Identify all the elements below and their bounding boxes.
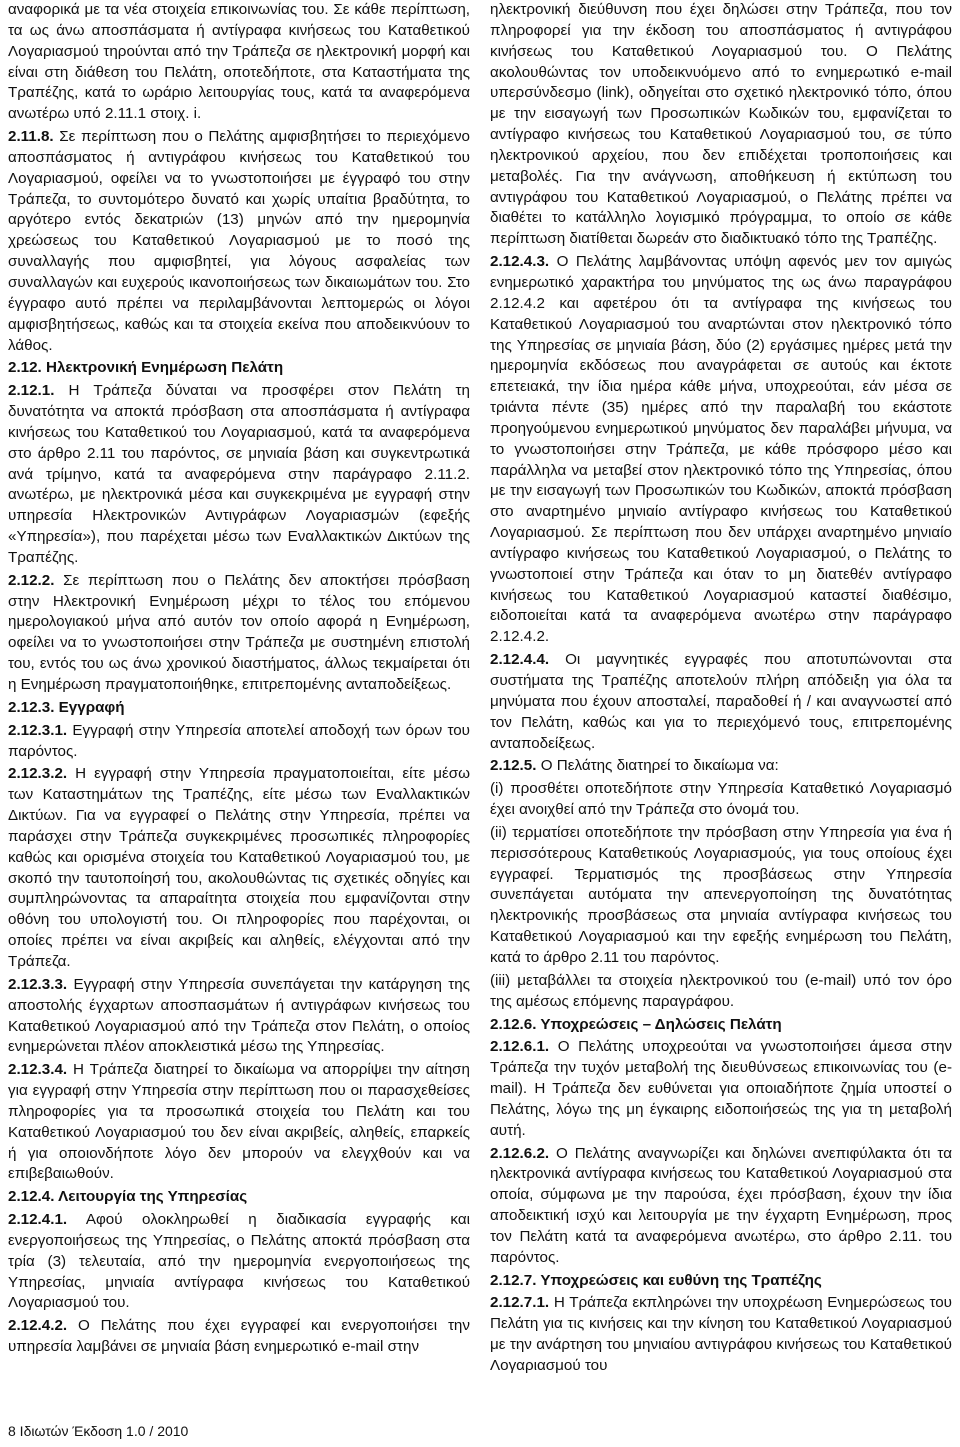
- clause-number: 2.12.4.2.: [8, 1317, 68, 1335]
- clause-text: Οι μαγνητικές εγγραφές που αποτυπώνονται στα συστήματα της Τραπέζης αποτελούν πλήρη απόδειξη για όλα τα μηνύματα που έχουν αποσταλεί, παραδοθεί ή / και αναγνωστεί από τον Πελάτη, καθώς και για το περιεχόμενό τους, επιτρεπομένης ανταποδείξεως.: [490, 651, 952, 752]
- paragraph: [8, 381, 470, 569]
- paragraph: [8, 0, 470, 125]
- clause-number: 2.12.3. Εγγραφή: [8, 698, 125, 716]
- clause-text: Ο Πελάτης διατηρεί το δικαίωμα να:: [540, 757, 779, 775]
- paragraph: [8, 1060, 470, 1185]
- clause-text: αναφορικά με τα νέα στοιχεία επικοινωνίας του. Σε κάθε περίπτωση, τα ως άνω αποσπάσματα ή αντίγραφα κινήσεως του Καταθετικού Λογαριασμού τηρούνται από την Τράπεζα σε ηλεκτρονική μορφή και είναι στη διάθεση του Πελάτη, οποτεδήποτε, στα Καταστήματα της Τραπέζης, κατά το ωράριο λειτουργίας τους, κατά τα αναφερόμενα ανωτέρω υπό 2.11.1 στοιχ. i.: [8, 1, 470, 123]
- clause-text: Σε περίπτωση που ο Πελάτης δεν αποκτήσει πρόσβαση στην Ηλεκτρονική Ενημέρωση μέχρι το τέλος του επόμενου ημερολογιακού μήνα από αυτόν τον οποίο αφορά η Ενημέρωση, οφείλει να το γνωστοποιήσει στην Τράπεζα με συστημένη επιστολή του, εντός του ως άνω χρονικού διαστήματος, άλλως τεκμαίρεται ότι η Ενημέρωση πραγματοποιήθηκε, επιτρεπομένης ανταποδείξεως.: [8, 571, 470, 693]
- clause-text: Ο Πελάτης που έχει εγγραφεί και ενεργοποιήσει την υπηρεσία λαμβάνει σε μηνιαία βάση ενημερωτικό e-mail στην: [8, 1317, 470, 1356]
- clause-number: 2.12.6.2.: [490, 1144, 550, 1162]
- clause-number: 2.12.4. Λειτουργία της Υπηρεσίας: [8, 1188, 248, 1206]
- paragraph: [8, 721, 470, 763]
- clause-number: 2.12.3.4.: [8, 1061, 68, 1079]
- clause-text: (iii) μεταβάλλει τα στοιχεία ηλεκτρονικού του (e-mail) υπό τον όρο της αμέσως επόμενης παραγράφου.: [490, 971, 952, 1010]
- paragraph: [8, 764, 470, 972]
- paragraph: [8, 975, 470, 1058]
- paragraph: [8, 1210, 470, 1314]
- clause-number: 2.12.1.: [8, 382, 55, 400]
- paragraph: [8, 571, 470, 696]
- clause-text: ηλεκτρονική διεύθυνση που έχει δηλώσει στην Τράπεζα, που τον πληροφορεί για την έκδοση του αποσπάσματος ή αντιγράφου κινήσεως του Καταθετικού Λογαριασμού του. Ο Πελάτης ακολουθώντας τον υποδεικνυόμενο από το ενημερωτικό e-mail υπερσύνδεσμο (link), οδηγείται στο σχετικό ηλεκτρονικό τόπο, όπου με την εισαγωγή των Προσωπικών Κωδικών του, εμφανίζεται το αντίγραφο κινήσεως του Καταθετικού Λογαριασμού του, σε τύπο ηλεκτρονικού αρχείου, που δεν επιδέχεται τροποποιήσεις και μεταβολές. Για την ανάγνωση, αποθήκευση ή εκτύπωση του αντιγράφου του Καταθετικού Λογαριασμού, ο Πελάτης πρέπει να διαθέτει το κατάλληλο λογισμικό πρόγραμμα, το οποίο σε κάθε περίπτωση διατίθεται δωρεάν στο διαδικτυακό τόπο της Τραπέζης.: [490, 1, 952, 248]
- page-footer: 8 Ιδιωτών Έκδοση 1.0 / 2010: [8, 1423, 189, 1439]
- clause-number: 2.11.8.: [8, 128, 54, 146]
- clause-number: 2.12.4.1.: [8, 1211, 68, 1229]
- section-heading: [8, 1187, 470, 1208]
- paragraph: [8, 1316, 470, 1358]
- clause-text: (i) προσθέτει οποτεδήποτε στην Υπηρεσία Καταθετικό Λογαριασμό έχει ανοιχθεί από την Τράπεζα στο όνομά του.: [490, 780, 952, 819]
- clause-number: 2.12.6.1.: [490, 1038, 550, 1056]
- clause-number: 2.12.2.: [8, 571, 55, 589]
- section-heading: [8, 358, 470, 379]
- section-heading: [490, 1015, 952, 1036]
- clause-text: Ο Πελάτης λαμβάνοντας υπόψη αφενός μεν τον αμιγώς ενημερωτικό χαρακτήρα του μηνύματος της ως άνω παραγράφου 2.12.4.2 και αφετέρου ότι τα αντίγραφα της κινήσεως του Καταθετικού Λογαριασμού του αναρτώνται στον ηλεκτρονικό τόπο της Υπηρεσίας σε μηνιαία βάση, δύο (2) εργάσιμες ημέρες μετά την ημερομηνία εκδόσεως που αναγράφεται σε αυτούς και έκτοτε επετειακά, την ίδια ημέρα κάθε μήνα, υποχρεούται, εάν μέσα σε τριάντα πέντε (35) ημέρες από την παραλαβή του εκάστοτε προηγούμενου ενημερωτικού μηνύματος δεν παραλάβει μήνυμα, να το γνωστοποιήσει στην Τράπεζα, με κάθε πρόσφορο μέσο και παράλληλα να μεταβεί στον ηλεκτρονικό τόπο της Υπηρεσίας, όπου με την εισαγωγή των Προσωπικών του Κωδικών, αποκτά πρόσβαση στο αναρτημένο μηνιαίο αντίγραφο κινήσεως του Καταθετικού Λογαριασμού. Σε περίπτωση που δεν υπάρχει αναρτημένο μηνιαίο αντίγραφο κινήσεως του Καταθετικού Λογαριασμού, ο Πελάτης το γνωστοποιεί στην Τράπεζα και όταν το μη διατεθέν αντίγραφο κινήσεως του Καταθετικού Λογαριασμού καταστεί διαθέσιμο, ειδοποιείται κατά τα αναφερόμενα ανωτέρω στην παράγραφο 2.12.4.2.: [490, 253, 952, 646]
- paragraph: [8, 127, 470, 356]
- clause-text: Ο Πελάτης υποχρεούται να γνωστοποιήσει άμεσα στην Τράπεζα την τυχόν μεταβολή της διευθύνσεως επικοινωνίας του (e-mail). Η Τράπεζα δεν ευθύνεται για οποιαδήποτε ζημία υποστεί ο Πελάτης, λόγω της μη έγκαιρης ειδοποιήσεώς της για τη μεταβολή αυτή.: [490, 1038, 952, 1139]
- paragraph: [490, 650, 952, 754]
- clause-number: 2.12.3.1.: [8, 721, 68, 739]
- section-heading: [490, 1271, 952, 1292]
- clause-text: Ο Πελάτης αναγνωρίζει και δηλώνει ανεπιφύλακτα ότι τα ηλεκτρονικά αντίγραφα κινήσεως του Καταθετικού Λογαριασμού στα οποία, σύμφωνα με την παρούσα, έχει πρόσβαση, έχουν την ίδια αποδεικτική ισχύ και λειτουργία με την έγχαρτη Ενημέρωση, προς τον Πελάτη κατά τα αναφερόμενα ανωτέρω, στο άρθρο 2.11. του παρόντος.: [490, 1144, 952, 1266]
- clause-text: (ii) τερματίσει οποτεδήποτε την πρόσβαση στην Υπηρεσία για ένα ή περισσότερους Καταθετικούς Λογαριασμούς, για τους οποίους έχει εγγραφεί. Τερματισμός της προσβάσεως στην Υπηρεσία συνεπάγεται αυτόματα την απενεργοποίηση της δυνατότητας ηλεκτρονικής προσβάσεως στα μηνιαία αντίγραφα κινήσεως του Καταθετικού Λογαριασμού και την εφεξής ενημέρωση του Πελάτη, κατά το άρθρο 2.11 του παρόντος.: [490, 823, 952, 966]
- right-column: [490, 0, 952, 1379]
- clause-text: Η Τράπεζα διατηρεί το δικαίωμα να απορρίψει την αίτηση για εγγραφή στην Υπηρεσία στην περίπτωση που οι παρασχεθείσες πληροφορίες για τα προσωπικά στοιχεία του Πελάτη και του Καταθετικού Λογαριασμού του δεν είναι ακριβείς, αληθείς, επαρκείς ή για οποιονδήποτε λόγο δεν μπορούν να ελεγχθούν και να επιβεβαιωθούν.: [8, 1061, 470, 1183]
- clause-text: Η εγγραφή στην Υπηρεσία πραγματοποιείται, είτε μέσω των Καταστημάτων της Τραπέζης, είτε μέσω των Εναλλακτικών Δικτύων. Για να εγγραφεί ο Πελάτης στην Υπηρεσία, πρέπει να παράσχει στην Τράπεζα συγκεκριμένες προσωπικές πληροφορίες καθώς και ορισμένα στοιχεία του Καταθετικού Λογαριασμού του, με σκοπό την ταυτοποίησή του, ακολουθώντας τις σχετικές οδηγίες και συμπληρώνοντας τα απαραίτητα στοιχεία που εμφανίζονται στην οθόνη του υπολογιστή του. Οι πληροφορίες που παρέχονται, οι οποίες πρέπει να είναι ακριβείς και αληθείς, ελέγχονται από την Τράπεζα.: [8, 765, 470, 970]
- paragraph: [490, 756, 952, 777]
- clause-text: Αφού ολοκληρωθεί η διαδικασία εγγραφής και ενεργοποιήσεως της Υπηρεσίας, ο Πελάτης αποκτά πρόσβαση στα τρία (3) τελευταία, από την ημερομηνία ενεργοποιήσεως της Υπηρεσίας, μηνιαία αντίγραφα κινήσεως του Καταθετικού Λογαριασμού του.: [8, 1211, 470, 1312]
- clause-text: Εγγραφή στην Υπηρεσία αποτελεί αποδοχή των όρων του παρόντος.: [8, 721, 470, 760]
- section-heading: [8, 698, 470, 719]
- paragraph: [490, 1037, 952, 1141]
- paragraph: [490, 252, 952, 648]
- paragraph: [490, 971, 952, 1013]
- clause-number: 2.12.4.4.: [490, 651, 550, 669]
- clause-number: 2.12.5.: [490, 757, 537, 775]
- clause-text: Η Τράπεζα δύναται να προσφέρει στον Πελάτη τη δυνατότητα να αποκτά πρόσβαση στα αποσπάσματα ή αντίγραφα κινήσεως του Καταθετικού του Λογαριασμού, κατά τα αναφερόμενα στο άρθρο 2.11 του παρόντος, σε μηνιαία βάση και συγκεντρωτικά ανά τρίμηνο, κατά τα αναφερόμενα στην παράγραφο 2.11.2. ανωτέρω, με ηλεκτρονικά μέσα και συγκεκριμένα με εγγραφή στην υπηρεσία Ηλεκτρονικών Αντιγράφων Λογαριασμών (εφεξής «Υπηρεσία»), που παρέχεται μέσω των Εναλλακτικών Δικτύων της Τραπέζης.: [8, 382, 470, 566]
- paragraph: [490, 1144, 952, 1269]
- left-column: [8, 0, 470, 1360]
- clause-number: 2.12.7. Υποχρεώσεις και ευθύνη της Τραπέζης: [490, 1271, 822, 1289]
- paragraph: [490, 0, 952, 250]
- clause-number: 2.12.7.1.: [490, 1294, 550, 1312]
- clause-number: 2.12.3.2.: [8, 765, 68, 783]
- clause-text: Η Τράπεζα εκπληρώνει την υποχρέωση Ενημερώσεως του Πελάτη για τις κινήσεις και την κίνηση του Καταθετικού Λογαριασμού με την ανάρτηση του μηνιαίου αντιγράφου κινήσεως του Καταθετικού Λογαριασμού του: [490, 1294, 952, 1374]
- paragraph: [490, 779, 952, 821]
- clause-text: Σε περίπτωση που ο Πελάτης αμφισβητήσει το περιεχόμενο αποσπάσματος ή αντιγράφου κινήσεως του Καταθετικού του Λογαριασμού, οφείλει να το γνωστοποιήσει με έγγραφό του στην Τράπεζα, το συντομότερο δυνατό και χωρίς υπαίτια βραδύτητα, το αργότερο εντός δεκατριών (13) μηνών από την ημερομηνία χρεώσεως του Καταθετικού Λογαριασμού με το ποσό της συναλλαγής που αμφισβητεί, για λόγους ασφαλείας των συναλλαγών και ευχερούς ικανοποιήσεως των δικαιωμάτων του. Στο έγγραφο αυτό πρέπει να περιλαμβάνονται λεπτομερώς οι λόγοι αμφισβητήσεως, καθώς και τα στοιχεία εκείνα που αποδεικνύουν το λάθος.: [8, 128, 470, 354]
- clause-text: Εγγραφή στην Υπηρεσία συνεπάγεται την κατάργηση της αποστολής έγχαρτων αποσπασμάτων ή αντιγράφων κινήσεως του Καταθετικού Λογαριασμού από την Τράπεζα στον Πελάτη, ο οποίος ενημερώνεται πλέον αποκλειστικά μέσω της Υπηρεσίας.: [8, 975, 470, 1056]
- clause-number: 2.12.3.3.: [8, 975, 68, 993]
- clause-number: 2.12. Ηλεκτρονική Ενημέρωση Πελάτη: [8, 359, 284, 377]
- clause-number: 2.12.4.3.: [490, 253, 550, 271]
- paragraph: [490, 1293, 952, 1376]
- clause-number: 2.12.6. Υποχρεώσεις – Δηλώσεις Πελάτη: [490, 1015, 782, 1033]
- paragraph: [490, 823, 952, 969]
